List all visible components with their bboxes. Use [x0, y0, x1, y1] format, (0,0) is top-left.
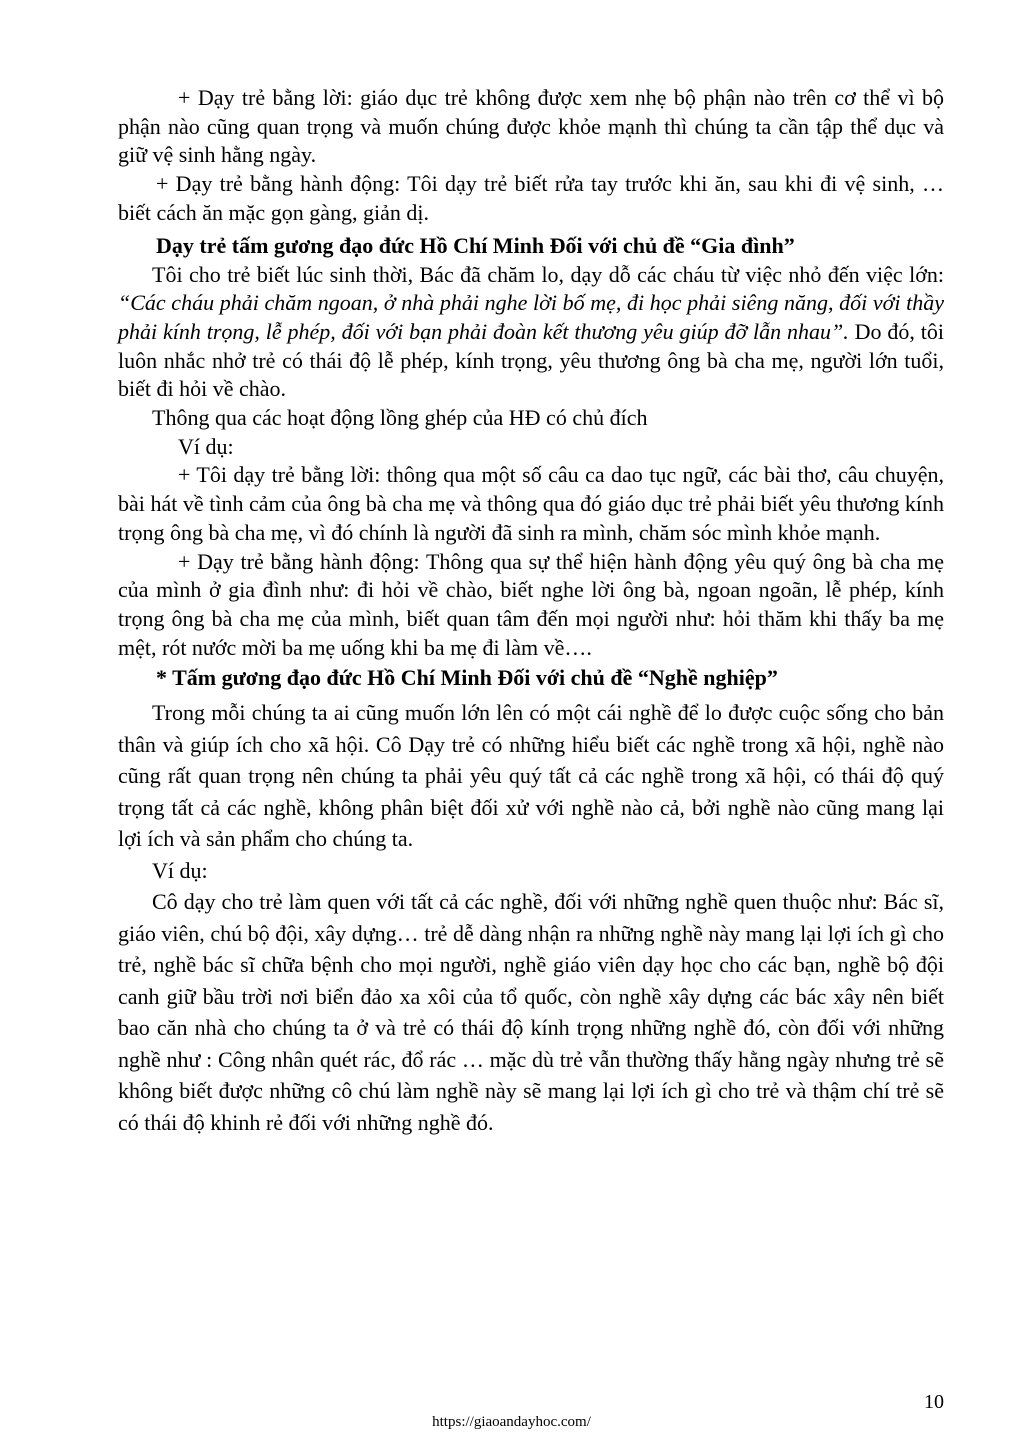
- paragraph-teach-by-actions-body: + Dạy trẻ bằng hành động: Tôi dạy trẻ biết rửa tay trước khi ăn, sau khi đi vệ sinh, … biết cách ăn mặc gọn gàng, giản dị.: [118, 171, 944, 225]
- ho-chi-minh-quote: “Các cháu phải chăm ngoan, ở nhà phải nghe lời bố mẹ, đi học phải siêng năng, đối với thầy phải kính trọng, lễ phép, đối với bạn phải đoàn kết thương yêu giúp đỡ lẫn nhau”.: [118, 290, 944, 344]
- page-number: 10: [924, 1391, 944, 1413]
- paragraph-family-teach-by-words: + Tôi dạy trẻ bằng lời: thông qua một số câu ca dao tục ngữ, các bài thơ, câu chuyện, bài hát về tình cảm của ông bà cha mẹ và thông qua đó giáo dục trẻ phải biết yêu thương kính trọng ông bà cha mẹ, vì đó chính là người đã sinh ra mình, chăm sóc mình khỏe mạnh.: [118, 462, 944, 545]
- footer-url: https://giaoandayhoc.com/: [432, 1414, 591, 1430]
- heading-family-topic: Dạy trẻ tấm gương đạo đức Hồ Chí Minh Đối với chủ đề “Gia đình”: [156, 232, 795, 258]
- paragraph-integrated-activities: Thông qua các hoạt động lồng ghép của HĐ có chủ đích: [152, 405, 648, 431]
- example-label: Ví dụ:: [152, 857, 208, 883]
- paragraph-family-intro: [118, 261, 944, 405]
- page-body: [118, 84, 944, 1138]
- heading-occupation-topic: * Tấm gương đạo đức Hồ Chí Minh Đối với chủ đề “Nghề nghiệp”: [156, 665, 778, 691]
- paragraph-occupation-example: Cô dạy cho trẻ làm quen với tất cả các nghề, đối với những nghề quen thuộc như: Bác sĩ, giáo viên, chú bộ đội, xây dựng… trẻ dễ dàng nhận ra những nghề này mang lại lợi ích gì cho trẻ, nghề bác sĩ chữa bệnh cho mọi người, nghề giáo viên dạy học cho các bạn, nghề bộ đội canh giữ bầu trời nơi biển đảo xa xôi của tổ quốc, còn nghề xây dựng các bác xây nên biết bao căn nhà cho chúng ta ở và trẻ có thái độ kính trọng những nghề đó, còn đối với những nghề như : Công nhân quét rác, đổ rác … mặc dù trẻ vẫn thường thấy hằng ngày nhưng trẻ sẽ không biết được những cô chú làm nghề này sẽ mang lại lợi ích gì cho trẻ và thậm chí trẻ sẽ có thái độ khinh rẻ đối với những nghề đó.: [118, 889, 944, 1135]
- paragraph-occupation-intro: Trong mỗi chúng ta ai cũng muốn lớn lên có một cái nghề để lo được cuộc sống cho bản thân và giúp ích cho xã hội. Cô Dạy trẻ có những hiểu biết các nghề trong xã hội, nghề nào cũng rất quan trọng nên chúng ta phải yêu quý tất cả các nghề trong xã hội, có thái độ quý trọng tất cả các nghề, không phân biệt đối xử với nghề nào cả, bởi nghề nào cũng mang lại lợi ích và sản phẩm cho chúng ta.: [118, 700, 944, 852]
- family-intro-text: Tôi cho trẻ biết lúc sinh thời, Bác đã chăm lo, dạy dỗ các cháu từ việc nhỏ đến việc lớn:: [152, 261, 944, 287]
- paragraph-teach-by-words-body: + Dạy trẻ bằng lời: giáo dục trẻ không được xem nhẹ bộ phận nào trên cơ thể vì bộ phận nào cũng quan trọng và muốn chúng được khỏe mạnh thì chúng ta cần tập thể dục và giữ vệ sinh hằng ngày.: [118, 85, 944, 168]
- family-intro-continuation: Do đó, tôi luôn nhắc nhở trẻ có thái độ lễ phép, kính trọng, yêu thương ông bà cha mẹ, người lớn tuổi, biết đi hỏi về chào.: [118, 318, 944, 402]
- paragraph-family-teach-by-actions: + Dạy trẻ bằng hành động: Thông qua sự thể hiện hành động yêu quý ông bà cha mẹ của mình ở gia đình như: đi hỏi về chào, biết nghe lời ông bà, ngoan ngoãn, lễ phép, kính trọng ông bà cha mẹ của mình, biết quan tâm đến mọi người như: hỏi thăm khi thấy ba mẹ mệt, rót nước mời ba mẹ uống khi ba mẹ đi làm về….: [118, 548, 944, 660]
- example-label: Ví dụ:: [178, 433, 234, 459]
